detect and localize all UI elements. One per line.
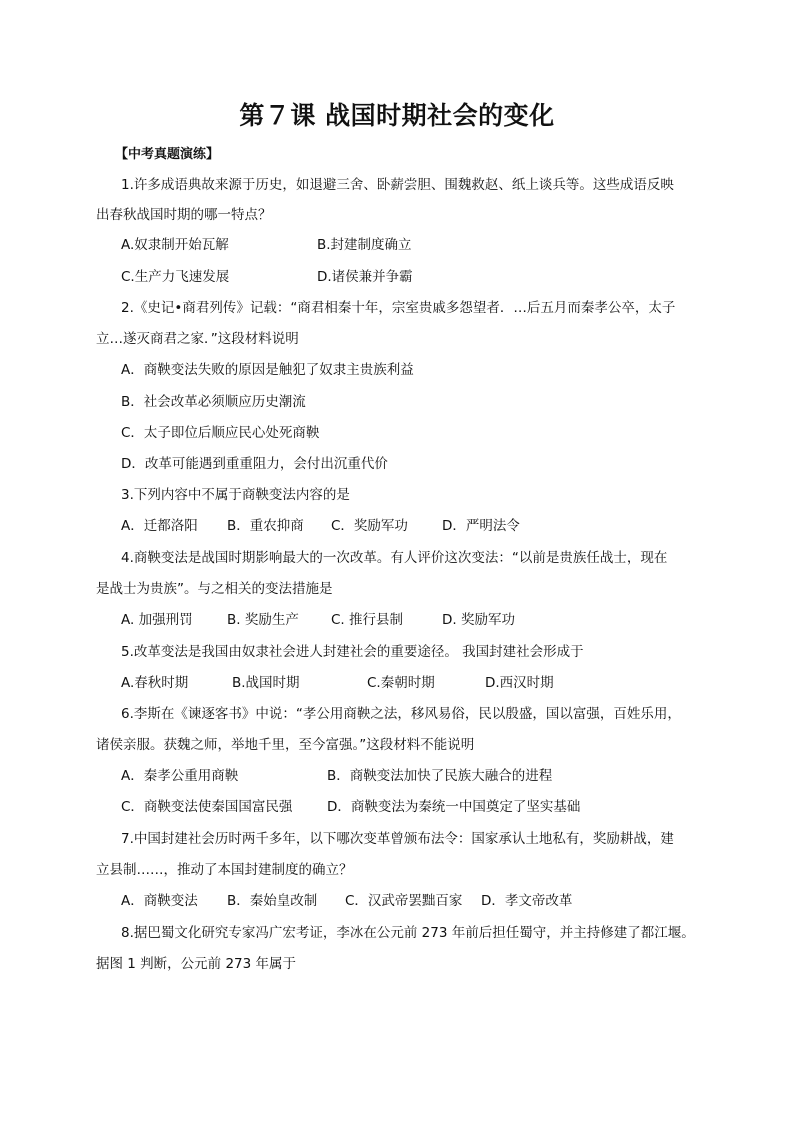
section-heading: 【中考真题演练】 <box>115 147 220 162</box>
question-8-text: 8.据巴蜀文化研究专家冯广宏考证，李冰在公元前 273 年前后担任蜀守，并主持修建了都江堰。 <box>121 925 695 941</box>
question-6-text: 6.李斯在《谏逐客书》中说：“孝公用商鞅之法，移风易俗，民以殷盛，国以富强，百姓乐用， <box>121 706 681 722</box>
question-4-option-d: D. 奖励军功 <box>442 612 515 628</box>
question-3-option-a: A．迁都洛阳 <box>121 518 198 534</box>
question-7-option-b: B．秦始皇改制 <box>227 893 318 909</box>
question-5-text: 5.改革变法是我国由奴隶社会进人封建社会的重要途径。 我国封建社会形成于 <box>121 644 584 660</box>
question-6-option-c: C．商鞅变法使秦国国富民强 <box>121 799 293 815</box>
question-1-option-d: D.诸侯兼并争霸 <box>317 269 413 285</box>
question-5-option-a: A.春秋时期 <box>121 675 189 691</box>
question-2-option-d: D．改革可能遇到重重阻力，会付出沉重代价 <box>121 456 388 472</box>
question-5-option-d: D.西汉时期 <box>485 675 554 691</box>
question-1-text-cont: 出春秋战国时期的哪一特点？ <box>96 207 272 223</box>
question-1-text: 1.许多成语典故来源于历史，如退避三舍、卧薪尝胆、围魏救赵、纸上谈兵等。这些成语反映 <box>121 177 674 193</box>
question-3-option-d: D．严明法令 <box>442 518 520 534</box>
question-6-option-d: D．商鞅变法为秦统一中国奠定了坚实基础 <box>327 799 581 815</box>
question-4-option-c: C. 推行县制 <box>331 612 404 628</box>
question-3-text: 3.下列内容中不属于商鞅变法内容的是 <box>121 487 350 503</box>
question-8-text-cont: 据图 1 判断，公元前 273 年属于 <box>96 956 297 972</box>
question-3-option-c: C．奖励军功 <box>331 518 408 534</box>
question-1-option-a: A.奴隶制开始瓦解 <box>121 237 229 253</box>
question-1-option-c: C.生产力飞速发展 <box>121 269 230 285</box>
question-7-text-cont: 立县制……，推动了本国封建制度的确立？ <box>96 862 353 878</box>
question-4-text-cont: 是战士为贵族”。与之相关的变法措施是 <box>96 581 333 597</box>
question-2-option-b: B．社会改革必须顺应历史潮流 <box>121 394 306 410</box>
question-5-option-b: B.战国时期 <box>232 675 300 691</box>
question-6-option-a: A．秦孝公重用商鞅 <box>121 768 239 784</box>
question-4-option-b: B. 奖励生产 <box>227 612 299 628</box>
question-4-text: 4.商鞅变法是战国时期影响最大的一次改革。有人评价这次变法：“以前是贵族任战士，现在 <box>121 550 668 566</box>
question-7-option-a: A．商鞅变法 <box>121 893 198 909</box>
question-2-text: 2.《史记•商君列传》记载：“商君相秦十年，宗室贵戚多怨望者．…后五月而秦孝公卒，太子 <box>121 300 676 316</box>
question-6-text-cont: 诸侯亲服。获魏之师，举地千里，至今富强。”这段材料不能说明 <box>96 737 475 753</box>
question-4-option-a: A. 加强刑罚 <box>121 612 193 628</box>
question-2-option-c: C．太子即位后顺应民心处死商鞅 <box>121 425 320 441</box>
question-1-option-b: B.封建制度确立 <box>317 237 412 253</box>
question-2-option-a: A．商鞅变法失败的原因是触犯了奴隶主贵族利益 <box>121 362 414 378</box>
question-7-option-c: C．汉武帝罢黜百家 <box>345 893 463 909</box>
question-6-option-b: B．商鞅变法加快了民族大融合的进程 <box>327 768 553 784</box>
question-2-text-cont: 立…遂灭商君之家．”这段材料说明 <box>96 331 299 347</box>
question-7-text: 7.中国封建社会历时两千多年，以下哪次变革曾颁布法令：国家承认土地私有，奖励耕战，建 <box>121 831 674 847</box>
question-5-option-c: C.秦朝时期 <box>367 675 435 691</box>
question-3-option-b: B．重农抑商 <box>227 518 304 534</box>
question-7-option-d: D．孝文帝改革 <box>481 893 573 909</box>
page-title: 第７课 战国时期社会的变化 <box>239 101 555 130</box>
